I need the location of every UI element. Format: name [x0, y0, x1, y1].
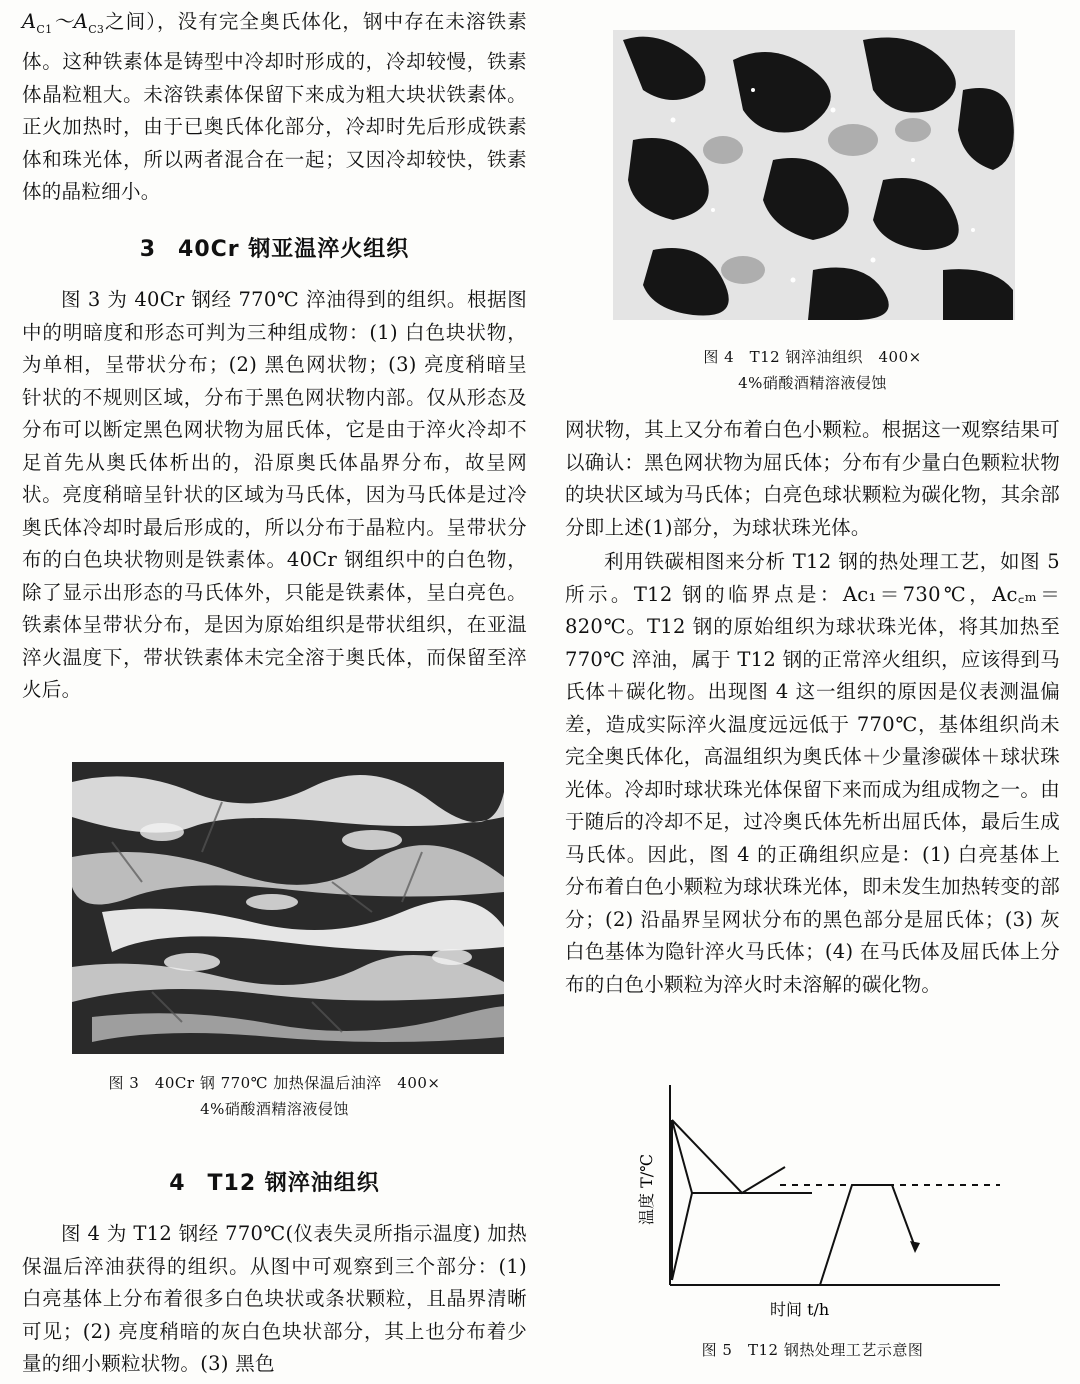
right-paragraph-2: 利用铁碳相图来分析 T12 钢的热处理工艺，如图 5 所示。T12 钢的临界点是：Ac₁＝730℃，Ac꜀ₘ＝820℃。T12 钢的原始组织为球状珠光体，将其加热至 770℃ 淬油，属于 T12 钢的正常淬火组织，应该得到马氏体＋碳化物。出现图 4 这一组织的原因是仪表测温偏差，造成实际淬火温度远远低于 770℃，基体组织尚未完全奥氏体化，高温组织为奥氏体＋少量渗碳体＋球状珠光体。冷却时球状珠光体保留下来而成为组成物之一。由于随后的冷却不足，过冷奥氏体先析出屈氏体，最后生成马氏体。因此，图 4 的正确组织应是：(1) 白亮基体上分布着白色小颗粒为球状珠光体，即未发生加热转变的部分；(2) 沿晶界呈网状分布的黑色部分是屈氏体；(3) 灰白色基体为隐针淬火马氏体；(4) 在马氏体及屈氏体上分布的白色小颗粒为淬火时未溶解的碳化物。	[565, 550, 1061, 996]
figure-3-caption-line-1: 图 3 40Cr 钢 770℃ 加热保温后油淬 400×	[108, 1074, 441, 1092]
figure-3-micrograph	[72, 762, 504, 1054]
section-4-title: T12 钢淬油组织	[207, 1171, 380, 1196]
intro-text: 之间），没有完全奥氏体化，钢中存在未溶铁素体。这种铁素体是铸型中冷却时形成的，冷却较慢，铁素体晶粒粗大。未溶铁素体保留下来成为粗大块状铁素体。正火加热时，由于已奥氏体化部分，冷却时先后形成铁素体和珠光体，所以两者混合在一起；又因冷却较快，铁素体的晶粒细小。	[22, 10, 527, 204]
section-4-heading	[22, 1166, 527, 1197]
figure-5-caption: 图 5 T12 钢热处理工艺示意图	[701, 1341, 924, 1359]
intro-paragraph	[22, 6, 527, 209]
section-4-number: 4	[169, 1171, 186, 1196]
figure-4-caption-line-2: 4%硝酸酒精溶液侵蚀	[738, 374, 887, 392]
figure-4-caption	[565, 344, 1060, 396]
ac1-sub: C1	[36, 22, 53, 36]
figure-4-image	[613, 30, 1015, 320]
section-3-heading	[22, 232, 527, 263]
figure-3-caption	[22, 1070, 527, 1122]
ac3-symbol: ～A	[52, 10, 89, 33]
section-4-paragraph: 图 4 为 T12 钢经 770℃(仪表失灵所指示温度) 加热保温后淬油获得的组织。从图中可观察到三个部分：(1) 白亮基体上分布着很多白色块状或条状颗粒，且晶界清晰可见；(2) 亮度稍暗的灰白色块状部分，其上也分布着少量的细小颗粒状物。(3) 黑色	[22, 1222, 527, 1375]
figure-4-caption-line-1: 图 4 T12 钢淬油组织 400×	[703, 348, 922, 366]
process-curve	[820, 1185, 915, 1285]
ac3-sub: C3	[88, 22, 105, 36]
section-3-title: 40Cr 钢亚温淬火组织	[178, 237, 410, 262]
figure-4-micrograph	[613, 30, 1015, 320]
figure-5-diagram	[630, 1075, 1010, 1325]
cooling-line	[672, 1120, 812, 1193]
arrow-head	[910, 1241, 920, 1253]
x-axis-label: 时间 t/h	[770, 1300, 830, 1319]
section-3-number: 3	[139, 237, 157, 262]
y-axis-label: 温度 T/℃	[637, 1153, 656, 1225]
figure-5-svg	[630, 1075, 1010, 1325]
ac1-symbol: A	[22, 10, 37, 33]
section-3-paragraph: 图 3 为 40Cr 钢经 770℃ 淬油得到的组织。根据图中的明暗度和形态可判为三种组成物：(1) 白色块状物，为单相，呈带状分布；(2) 黑色网状物；(3) 亮度稍暗呈针状的不规则区域，分布于黑色网状物内部。仅从形态及分布可以断定黑色网状物为屈氏体，它是由于淬火冷却不足首先从奥氏体析出的，沿原奥氏体晶界分布，故呈网状。亮度稍暗呈针状的区域为马氏体，因为马氏体是过冷奥氏体冷却时最后形成的，所以分布于晶粒内。呈带状分布的白色块状物则是铁素体。40Cr 钢组织中的白色物，除了显示出形态的马氏体外，只能是铁素体，呈白亮色。铁素体呈带状分布，是因为原始组织是带状组织，在亚温淬火温度下，带状铁素体未完全溶于奥氏体，而保留至淬火后。	[22, 288, 527, 701]
figure-3-caption-line-2: 4%硝酸酒精溶液侵蚀	[200, 1100, 349, 1118]
right-paragraph-1: 网状物，其上又分布着白色小颗粒。根据这一观察结果可以确认：黑色网状物为屈氏体；分布有少量白色颗粒状物的块状区域为马氏体；白亮色球状颗粒为碳化物，其余部分即上述(1)部分，为球状珠光体。	[565, 418, 1061, 539]
heating-line	[672, 1193, 692, 1280]
figure-3-image	[72, 762, 504, 1054]
